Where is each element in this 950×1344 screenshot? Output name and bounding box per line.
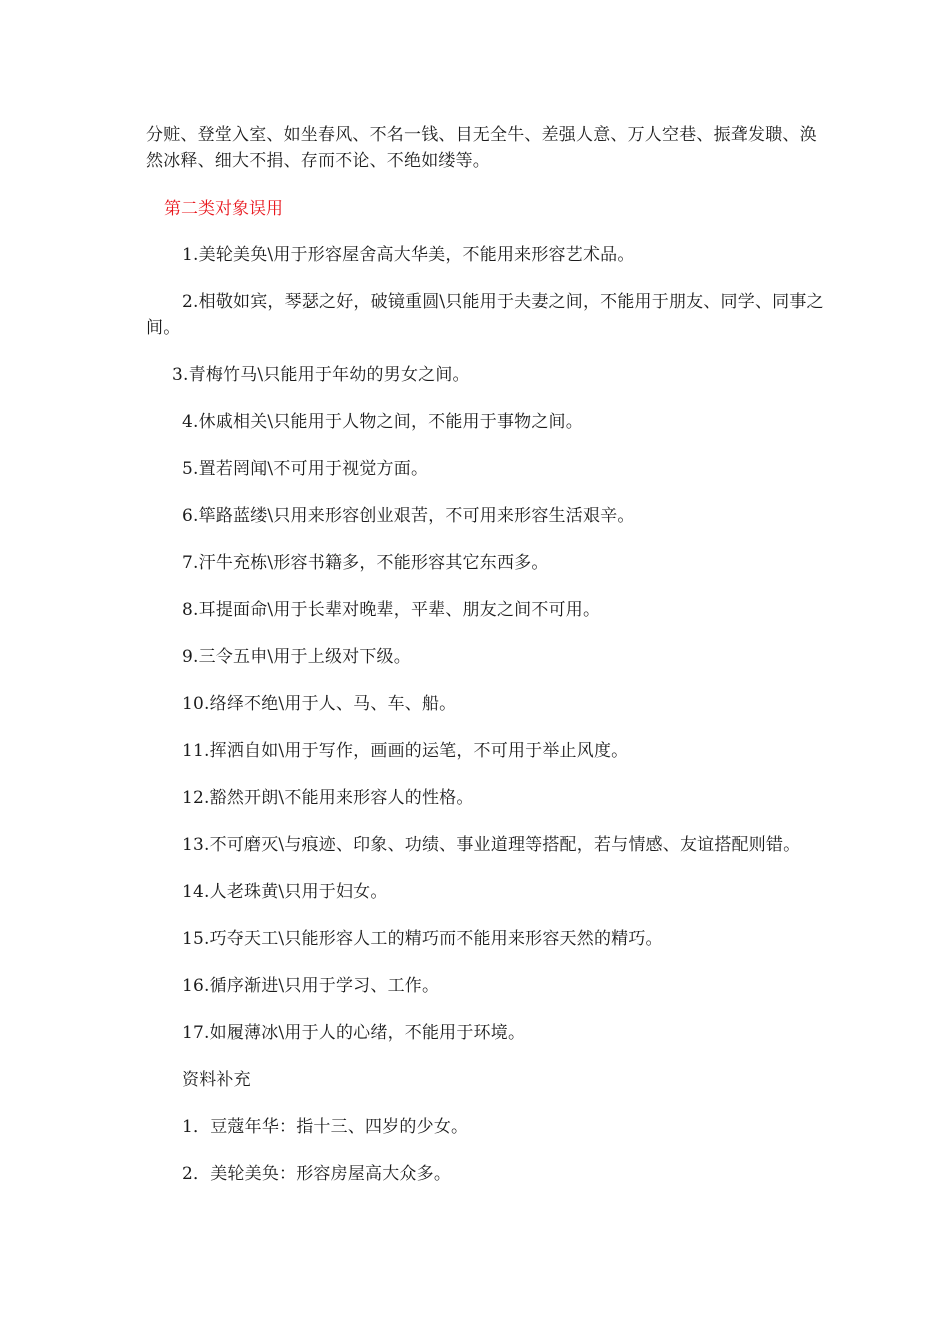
supplement-title: 资料补充 (182, 1070, 251, 1090)
list-item: 11.挥洒自如\用于写作，画画的运笔，不可用于举止风度。 (182, 741, 629, 761)
list-item: 5.置若罔闻\不可用于视觉方面。 (182, 459, 429, 479)
document-page (146, 122, 826, 1208)
intro-paragraph: 分赃、登堂入室、如坐春风、不名一钱、目无全牛、差强人意、万人空巷、振聋发聩、涣然冰释、细大不捐、存而不论、不绝如缕等。 (146, 125, 817, 171)
list-item: 1.美轮美奂\用于形容屋舍高大华美，不能用来形容艺术品。 (182, 245, 635, 265)
list-item: 14.人老珠黄\只用于妇女。 (182, 882, 388, 902)
list-item: 12.豁然开朗\不能用来形容人的性格。 (182, 788, 474, 808)
list-item: 17.如履薄冰\用于人的心绪，不能用于环境。 (182, 1023, 526, 1043)
list-item: 8.耳提面命\用于长辈对晚辈，平辈、朋友之间不可用。 (182, 600, 601, 620)
supplement-item: 1．豆蔻年华：指十三、四岁的少女。 (182, 1117, 469, 1137)
list-item: 4.休戚相关\只能用于人物之间，不能用于事物之间。 (182, 412, 583, 432)
list-item: 7.汗牛充栋\形容书籍多，不能形容其它东西多。 (182, 553, 549, 573)
list-item: 13.不可磨灭\与痕迹、印象、功绩、事业道理等搭配，若与情感、友谊搭配则错。 (182, 835, 801, 855)
list-item: 9.三令五申\用于上级对下级。 (182, 647, 411, 667)
list-item: 15.巧夺天工\只能形容人工的精巧而不能用来形容天然的精巧。 (182, 929, 663, 949)
list-item: 10.络绎不绝\用于人、马、车、船。 (182, 694, 457, 714)
list-item: 16.循序渐进\只用于学习、工作。 (182, 976, 440, 996)
list-item: 3.青梅竹马\只能用于年幼的男女之间。 (172, 365, 470, 385)
list-item: 2.相敬如宾，琴瑟之好，破镜重圆\只能用于夫妻之间，不能用于朋友、同学、同事之间。 (146, 292, 824, 338)
supplement-item: 2．美轮美奂：形容房屋高大众多。 (182, 1164, 452, 1184)
section-heading: 第二类对象误用 (164, 199, 283, 219)
list-item: 6.筚路蓝缕\只用来形容创业艰苦，不可用来形容生活艰辛。 (182, 506, 635, 526)
